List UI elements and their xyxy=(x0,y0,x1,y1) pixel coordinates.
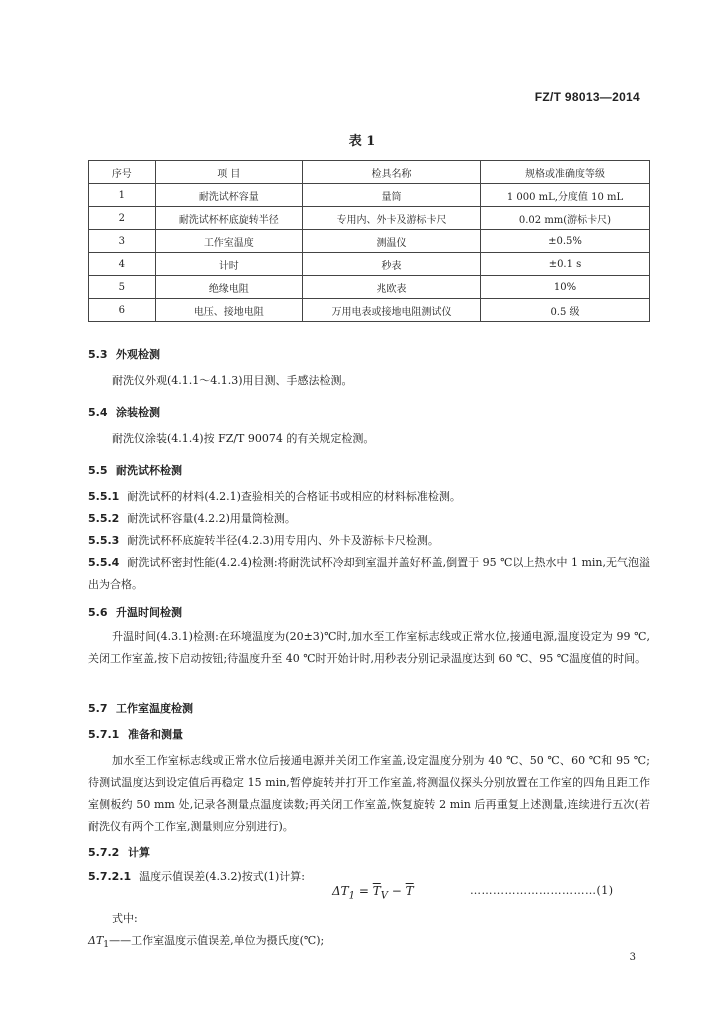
table-row xyxy=(89,207,650,230)
section-heading-5-4 xyxy=(88,404,160,420)
definition-1 xyxy=(88,930,650,956)
paragraph: 加水至工作室标志线或正常水位后接通电源并关闭工作室盖,设定温度分别为 40 ℃、50 ℃、60 ℃和 95 ℃;待测试温度达到设定值后再稳定 15 min,暂停旋转并打开工作室盖,将测温仪探头分别放置在工作室的四角且距工作室侧板约 50 mm 处,记录各测量点温度读数;再关闭工作室盖,恢复旋转 2 min 后再重复上述测量,连续进行五次(若耐洗仪有两个工作室,测量则应分别进行)。 xyxy=(88,754,650,833)
header-cell: 序号 xyxy=(89,161,156,184)
table-cell: 计时 xyxy=(155,253,302,276)
table-row xyxy=(89,276,650,299)
section-title: 准备和测量 xyxy=(128,728,183,741)
table-row xyxy=(89,299,650,322)
clause-text: 耐洗试杯容量(4.2.2)用量筒检测。 xyxy=(127,512,296,525)
definition-text: ——工作室温度示值误差,单位为摄氏度(℃); xyxy=(109,934,325,947)
section-title: 工作室温度检测 xyxy=(116,702,193,715)
table-cell: 4 xyxy=(89,253,156,276)
clause-5-5-1 xyxy=(88,486,650,508)
section-number: 5.3 xyxy=(88,348,108,361)
table-cell: 3 xyxy=(89,230,156,253)
formula-term-1-sub: V xyxy=(380,890,388,902)
paragraph: 耐洗仪外观(4.1.1～4.1.3)用目测、手感法检测。 xyxy=(112,374,353,387)
table-cell: 秒表 xyxy=(303,253,481,276)
table-cell: 1 000 mL,分度值 10 mL xyxy=(480,184,649,207)
clause-text: 耐洗试杯密封性能(4.2.4)检测:将耐洗试杯冷却到室温并盖好杯盖,倒置于 95 ℃以上热水中 1 min,无气泡溢出为合格。 xyxy=(88,556,650,591)
paragraph: 耐洗仪涂装(4.1.4)按 FZ/T 90074 的有关规定检测。 xyxy=(112,432,375,445)
table-cell: 6 xyxy=(89,299,156,322)
section-number: 5.5 xyxy=(88,464,108,477)
page-number: 3 xyxy=(629,952,636,963)
table-cell: 0.02 mm(游标卡尺) xyxy=(480,207,649,230)
paragraph: 升温时间(4.3.1)检测:在环境温度为(20±3)℃时,加水至工作室标志线或正常水位,接通电源,温度设定为 99 ℃,关闭工作室盖,按下启动按钮;待温度升至 40 ℃时开始计时,用秒表分别记录温度达到 60 ℃、95 ℃温度值的时间。 xyxy=(88,630,650,665)
clause-number: 5.5.3 xyxy=(88,534,120,547)
clause-text: 耐洗试杯杯底旋转半径(4.2.3)用专用内、外卡及游标卡尺检测。 xyxy=(127,534,439,547)
section-number: 5.6 xyxy=(88,606,108,619)
table-title: 表 1 xyxy=(348,134,376,149)
header-cell: 规格或准确度等级 xyxy=(480,161,649,184)
table-row xyxy=(89,230,650,253)
section-heading-5-3 xyxy=(88,346,160,362)
clause-5-5-4 xyxy=(88,552,650,596)
clause-number: 5.5.1 xyxy=(88,490,120,503)
equation-number: ……………………………(1) xyxy=(470,884,614,897)
table-cell: 5 xyxy=(89,276,156,299)
table-header-row xyxy=(89,161,650,184)
table-cell: 兆欧表 xyxy=(303,276,481,299)
definition-symbol: ΔT xyxy=(88,934,104,947)
section-number: 5.7.2 xyxy=(88,846,120,859)
formula-term-2: $\overline{T}$ xyxy=(405,884,414,898)
formula-1 xyxy=(332,884,414,901)
formula-lhs-sub: 1 xyxy=(348,890,356,902)
standard-code: FZ/T 98013—2014 xyxy=(534,90,640,104)
section-title: 外观检测 xyxy=(116,348,160,361)
table-row xyxy=(89,253,650,276)
table-cell: 耐洗试杯杯底旋转半径 xyxy=(155,207,302,230)
table-cell: 2 xyxy=(89,207,156,230)
definition-symbol-sub: 1 xyxy=(103,939,110,951)
table-cell: ±0.5% xyxy=(480,230,649,253)
section-heading-5-7-2 xyxy=(88,844,150,860)
clause-text: 耐洗试杯的材料(4.2.1)查验相关的合格证书或相应的材料标准检测。 xyxy=(127,490,461,503)
formula-minus: − xyxy=(387,884,406,898)
table-cell: 电压、接地电阻 xyxy=(155,299,302,322)
section-number: 5.4 xyxy=(88,406,108,419)
spec-table xyxy=(88,160,650,322)
table-cell: 1 xyxy=(89,184,156,207)
table-cell: 测温仪 xyxy=(303,230,481,253)
header-cell: 项 目 xyxy=(155,161,302,184)
table-row xyxy=(89,184,650,207)
clause-5-5-3 xyxy=(88,530,650,552)
table-cell: 万用电表或接地电阻测试仪 xyxy=(303,299,481,322)
clause-number: 5.5.4 xyxy=(88,556,120,569)
table-cell: 专用内、外卡及游标卡尺 xyxy=(303,207,481,230)
clause-text: 温度示值误差(4.3.2)按式(1)计算: xyxy=(139,870,306,883)
table-cell: 0.5 级 xyxy=(480,299,649,322)
table-cell: 绝缘电阻 xyxy=(155,276,302,299)
table-cell: ±0.1 s xyxy=(480,253,649,276)
clause-number: 5.7.2.1 xyxy=(88,870,132,883)
section-heading-5-5 xyxy=(88,462,182,478)
section-title: 涂装检测 xyxy=(116,406,160,419)
section-heading-5-7-1 xyxy=(88,726,183,742)
section-title: 升温时间检测 xyxy=(116,606,182,619)
clause-number: 5.5.2 xyxy=(88,512,120,525)
section-number: 5.7 xyxy=(88,702,108,715)
table-cell: 工作室温度 xyxy=(155,230,302,253)
table-cell: 10% xyxy=(480,276,649,299)
section-heading-5-6 xyxy=(88,604,182,620)
header-cell: 检具名称 xyxy=(303,161,481,184)
section-heading-5-7 xyxy=(88,700,193,716)
section-title: 计算 xyxy=(128,846,150,859)
section-title: 耐洗试杯检测 xyxy=(116,464,182,477)
table-cell: 量筒 xyxy=(303,184,481,207)
clause-5-5-2 xyxy=(88,508,650,530)
formula-term-1: $\overline{T}$ xyxy=(372,884,381,898)
formula-lhs: ΔT xyxy=(332,884,349,898)
section-number: 5.7.1 xyxy=(88,728,120,741)
table-cell: 耐洗试杯容量 xyxy=(155,184,302,207)
formula-eq: = xyxy=(355,884,373,898)
where-label: 式中: xyxy=(112,912,138,925)
